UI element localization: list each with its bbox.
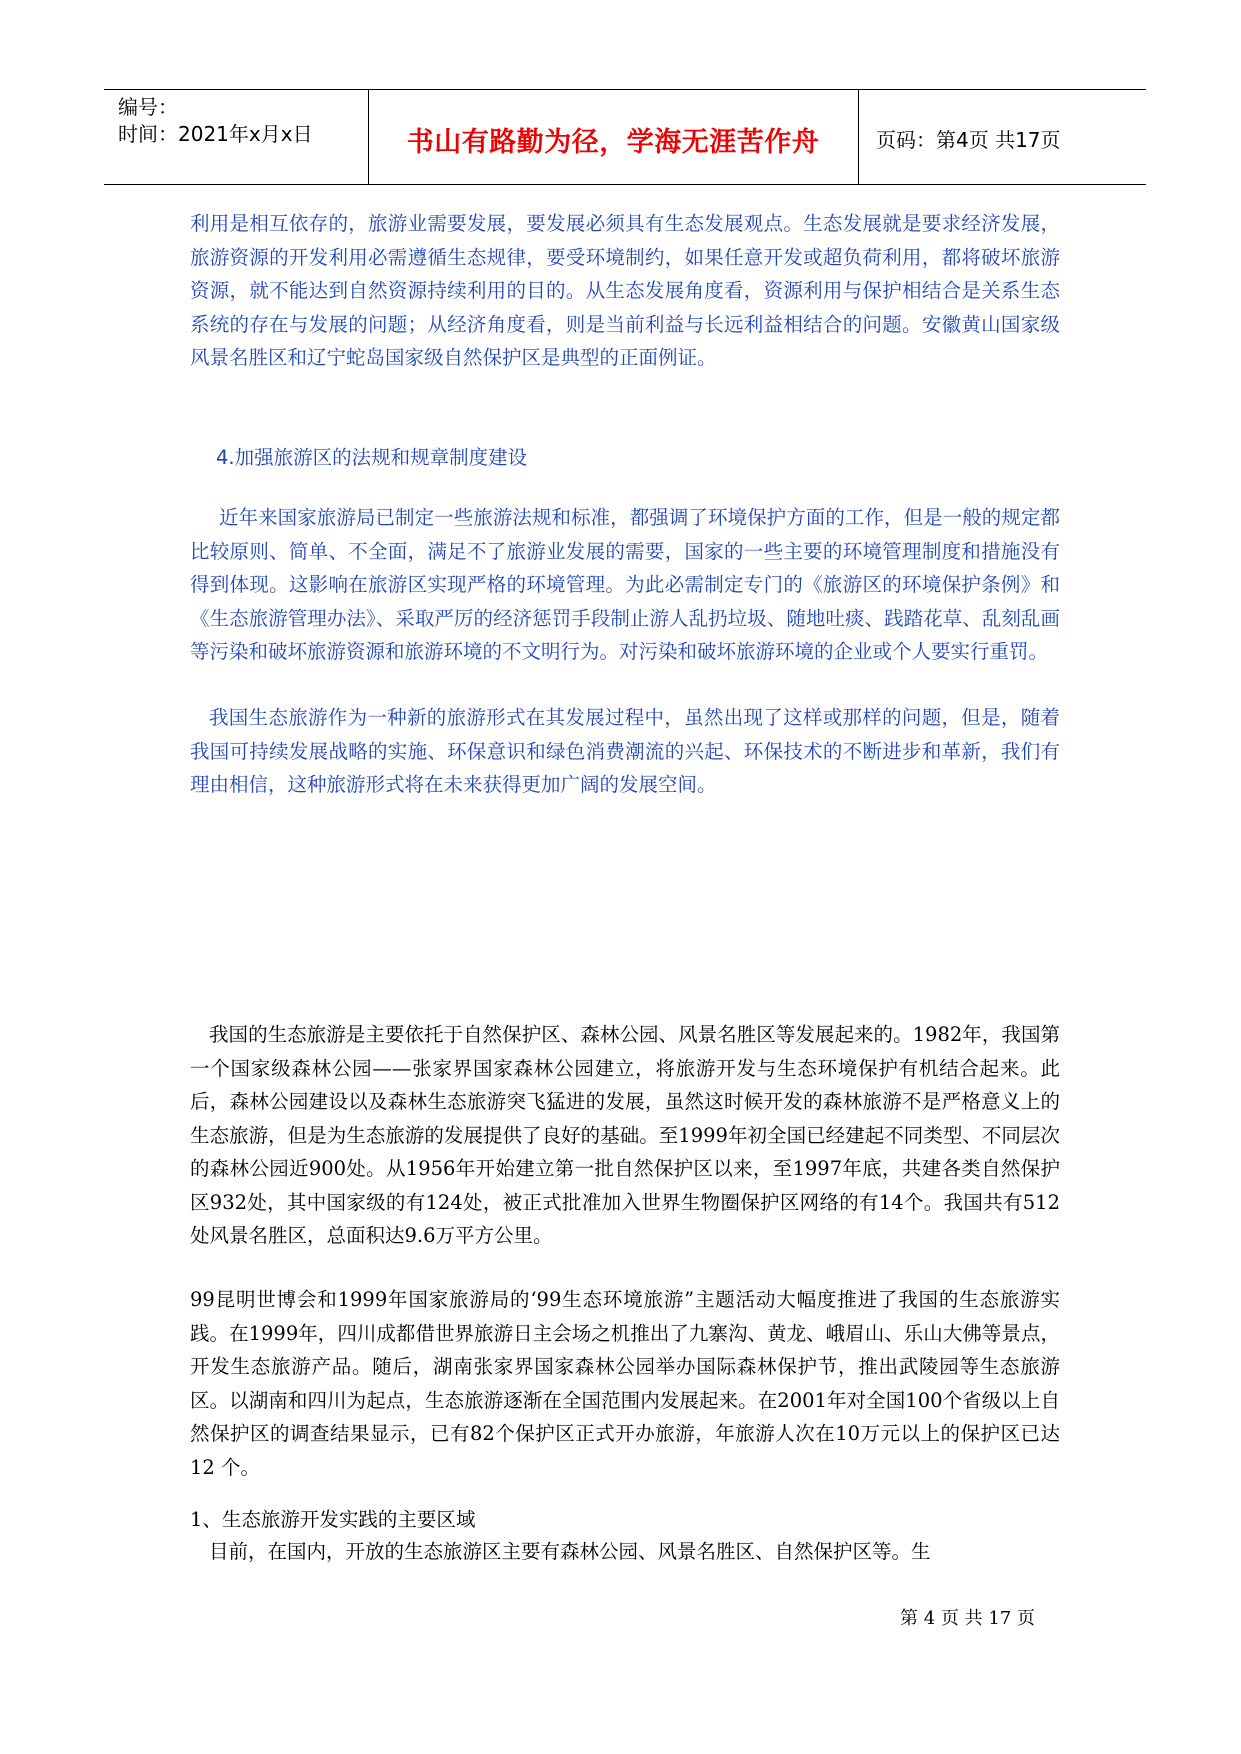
time-label: 时间：2021年x月x日: [118, 122, 313, 146]
body-paragraph: 我国的生态旅游是主要依托于自然保护区、森林公园、风景名胜区等发展起来的。1982年，我国第一个国家级森林公园——张家界国家森林公园建立，将旅游开发与生态环境保护有机结合起来。此后，森林公园建设以及森林生态旅游突飞猛进的发展，虽然这时候开发的森林旅游不是严格意义上的生态旅游，但是为生态旅游的发展提供了良好的基础。至1999年初全国已经建起不同类型、不同层次的森林公园近900处。从1956年开始建立第一批自然保护区以来，至1997年底，共建各类自然保护区932处，其中国家级的有124处，被正式批准加入世界生物圈保护区网络的有14个。我国共有512处风景名胜区，总面积达9.6万平方公里。: [190, 1023, 1060, 1247]
header-motto: 书山有路勤为径，学海无涯苦作舟: [406, 127, 820, 158]
header-divider: [858, 90, 859, 184]
page-footer: 第 4 页 共 17 页: [900, 1608, 1035, 1629]
number-label: 编号：: [118, 95, 178, 119]
header-meta: [118, 94, 313, 148]
body-paragraph: 利用是相互依存的，旅游业需要发展，要发展必须具有生态发展观点。生态发展就是要求经济发展，旅游资源的开发利用必需遵循生态规律，要受环境制约，如果任意开发或超负荷利用，都将破坏旅游资源，就不能达到自然资源持续利用的目的。从生态发展角度看，资源利用与保护相结合是关系生态系统的存在与发展的问题；从经济角度看，则是当前利益与长远利益相结合的问题。安徽黄山国家级风景名胜区和辽宁蛇岛国家级自然保护区是典型的正面例证。: [190, 212, 1060, 369]
section-heading: 4.加强旅游区的法规和规章制度建设: [216, 446, 528, 469]
section-heading: 1、生态旅游开发实践的主要区域: [190, 1508, 476, 1531]
page-header: [104, 89, 1146, 185]
body-paragraph: 我国生态旅游作为一种新的旅游形式在其发展过程中，虽然出现了这样或那样的问题，但是，随着我国可持续发展战略的实施、环保意识和绿色消费潮流的兴起、环保技术的不断进步和革新，我们有理由相信，这种旅游形式将在未来获得更加广阔的发展空间。: [190, 706, 1060, 796]
body-paragraph: 近年来国家旅游局已制定一些旅游法规和标准，都强调了环境保护方面的工作，但是一般的规定都比较原则、简单、不全面，满足不了旅游业发展的需要，国家的一些主要的环境管理制度和措施没有得到体现。这影响在旅游区实现严格的环境管理。为此必需制定专门的《旅游区的环境保护条例》和《生态旅游管理办法》、采取严厉的经济惩罚手段制止游人乱扔垃圾、随地吐痰、践踏花草、乱刻乱画等污染和破坏旅游资源和旅游环境的不文明行为。对污染和破坏旅游环境的企业或个人要实行重罚。: [190, 506, 1060, 663]
body-paragraph: 目前，在国内，开放的生态旅游区主要有森林公园、风景名胜区、自然保护区等。生: [209, 1540, 931, 1563]
body-paragraph: 99昆明世博会和1999年国家旅游局的‘99生态环境旅游”主题活动大幅度推进了我国的生态旅游实践。在1999年，四川成都借世界旅游日主会场之机推出了九寨沟、黄龙、峨眉山、乐山大佛等景点，开发生态旅游产品。随后，湖南张家界国家森林公园举办国际森林保护节，推出武陵园等生态旅游区。以湖南和四川为起点，生态旅游逐渐在全国范围内发展起来。在2001年对全国100个省级以上自然保护区的调查结果显示，已有82个保护区正式开办旅游，年旅游人次在10万元以上的保护区已达12 个。: [190, 1288, 1060, 1479]
header-page-info: 页码：第4页 共17页: [876, 128, 1061, 152]
